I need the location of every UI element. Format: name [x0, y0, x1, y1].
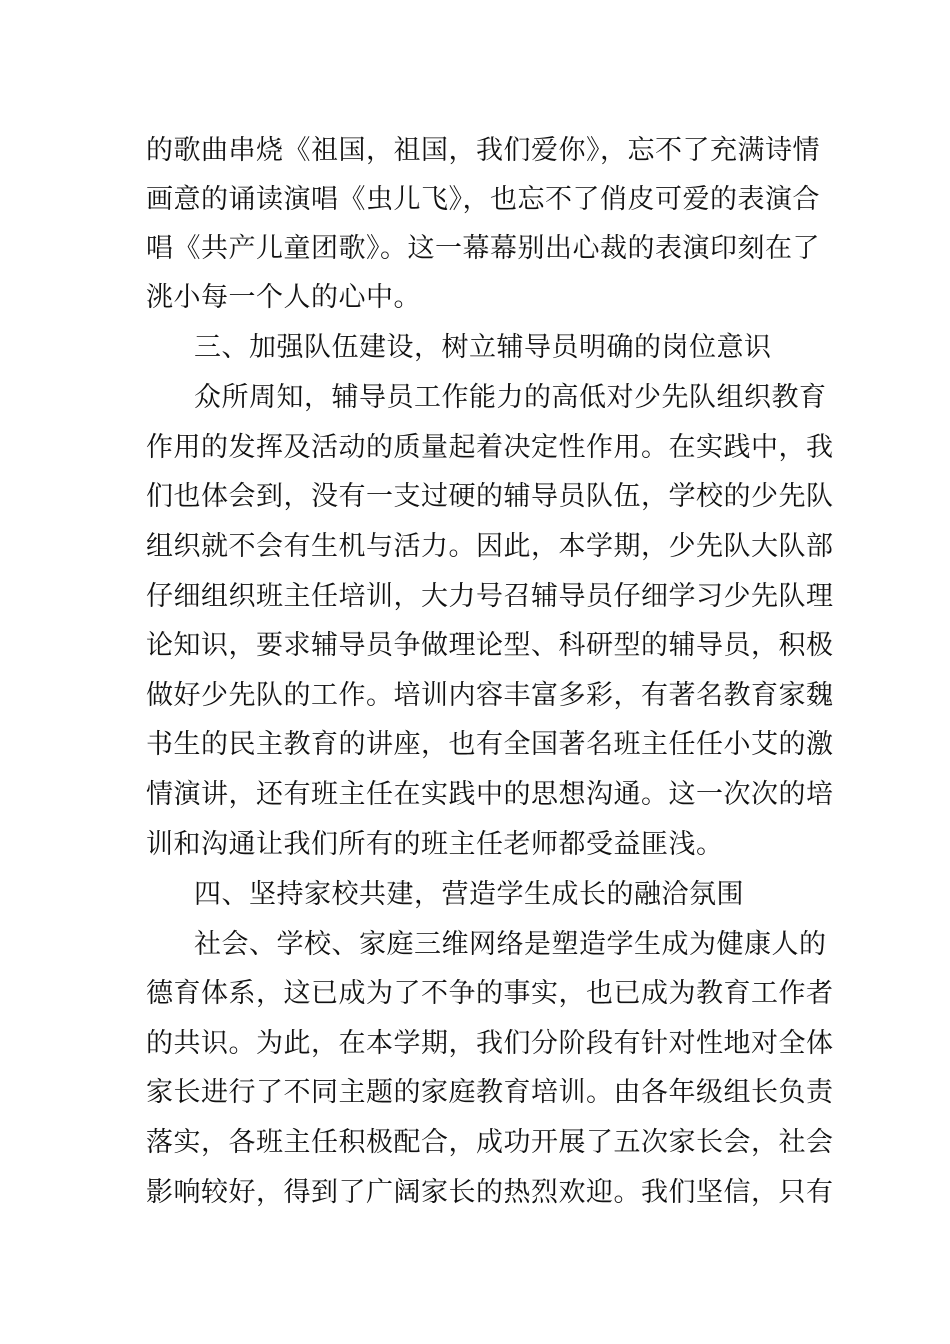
- text-line: 组织就不会有生机与活力。因此，本学期，少先队大队部: [146, 531, 834, 562]
- text-line: 家长进行了不同主题的家庭教育培训。由各年级组长负责: [146, 1077, 834, 1108]
- text-line: 画意的诵读演唱《虫儿飞》，也忘不了俏皮可爱的表演合: [146, 184, 820, 215]
- text-line: 的歌曲串烧《祖国，祖国，我们爱你》，忘不了充满诗情: [146, 135, 820, 166]
- section-heading: 四、坚持家校共建，营造学生成长的融洽氛围: [194, 879, 744, 910]
- text-line: 的共识。为此，在本学期，我们分阶段有针对性地对全体: [146, 1028, 834, 1059]
- text-line: 唱《共产儿童团歌》。这一幕幕别出心裁的表演印刻在了: [146, 233, 820, 264]
- text-line: 情演讲，还有班主任在实践中的思想沟通。这一次次的培: [146, 779, 834, 810]
- text-line: 影响较好，得到了广阔家长的热烈欢迎。我们坚信，只有: [146, 1177, 834, 1208]
- text-line: 做好少先队的工作。培训内容丰富多彩，有著名教育家魏: [146, 680, 834, 711]
- text-line: 德育体系，这已成为了不争的事实，也已成为教育工作者: [146, 978, 834, 1009]
- text-line: 洮小每一个人的心中。: [146, 282, 421, 313]
- text-line: 书生的民主教育的讲座，也有全国著名班主任任小艾的激: [146, 729, 834, 760]
- paragraph-first-line: 众所周知，辅导员工作能力的高低对少先队组织教育: [194, 382, 827, 413]
- text-line: 作用的发挥及活动的质量起着决定性作用。在实践中，我: [146, 432, 834, 463]
- text-line: 论知识，要求辅导员争做理论型、科研型的辅导员，积极: [146, 630, 834, 661]
- text-line: 训和沟通让我们所有的班主任老师都受益匪浅。: [146, 829, 724, 860]
- text-line: 仔细组织班主任培训，大力号召辅导员仔细学习少先队理: [146, 581, 834, 612]
- section-heading: 三、加强队伍建设，树立辅导员明确的岗位意识: [194, 332, 772, 363]
- paragraph-first-line: 社会、学校、家庭三维网络是塑造学生成为健康人的: [194, 929, 827, 960]
- text-line: 们也体会到，没有一支过硬的辅导员队伍，学校的少先队: [146, 481, 834, 512]
- text-line: 落实，各班主任积极配合，成功开展了五次家长会，社会: [146, 1127, 834, 1158]
